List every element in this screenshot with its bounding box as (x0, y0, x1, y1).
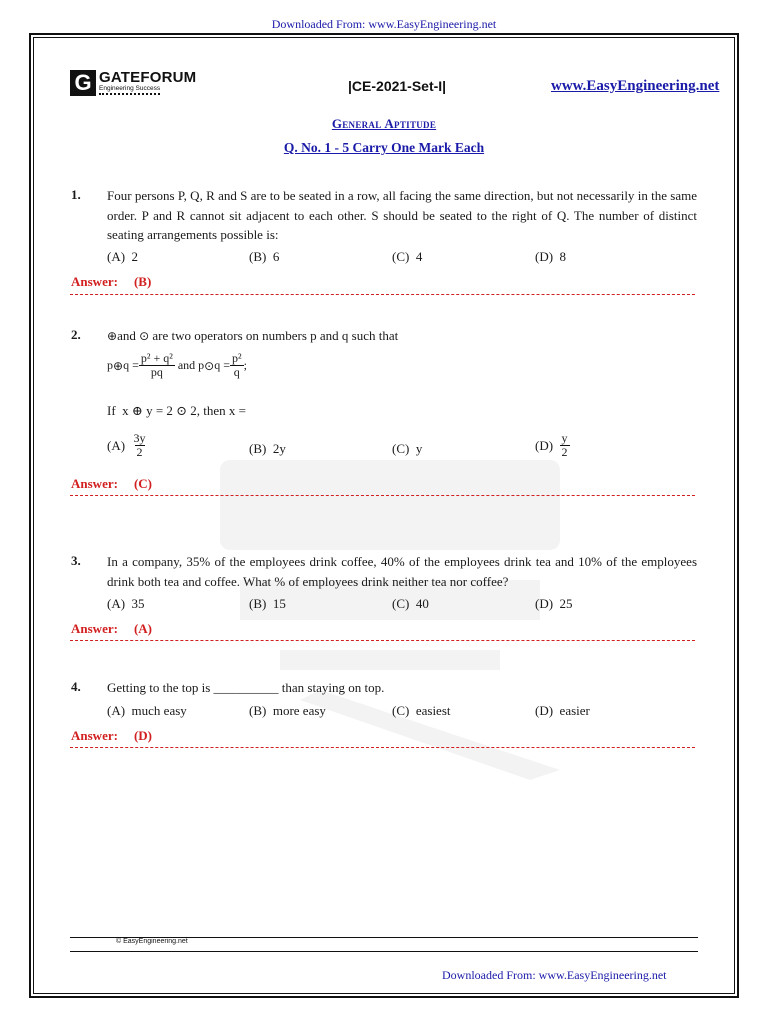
answer-label: Answer: (71, 476, 118, 491)
option-a: (A) 2 (107, 249, 139, 264)
paper-code: |CE-2021-Set-I| (348, 78, 447, 94)
question-number: 2. (71, 327, 81, 342)
equals-sign: = (223, 358, 230, 372)
option-d: (D) 8 (535, 249, 567, 264)
answer-label: Answer: (71, 274, 118, 289)
option-c: (C) easiest (392, 703, 451, 718)
option-a: (A) much easy (107, 703, 187, 718)
option-a: (A) $\frac{3y}{2}$ (107, 431, 146, 459)
option-c: (C) 4 (392, 249, 423, 264)
oplus-icon: ⊕ (107, 329, 118, 343)
equals-sign: = (132, 358, 139, 372)
answer-row (71, 727, 152, 745)
bottom-source-link[interactable]: Downloaded From: www.EasyEngineering.net (442, 968, 667, 982)
option-b: (B) 6 (249, 249, 280, 264)
question-number: 1. (71, 187, 81, 202)
answer-value: (A) (133, 621, 152, 636)
option-b: (B) more easy (249, 703, 326, 718)
option-a: (A) 35 (107, 596, 145, 611)
var-q: q (123, 358, 130, 372)
option-c: (C) 40 (392, 596, 429, 611)
and-word: and (177, 358, 196, 372)
answer-row (71, 273, 151, 291)
question-text: In a company, 35% of the employees drink coffee, 40% of the employees drink tea and 10% of the employees drink both tea and coffee. What % of employees drink neither tea nor coffee? (107, 554, 697, 589)
answer-value: (D) (133, 728, 152, 743)
answer-label: Answer: (71, 728, 118, 743)
question-text: Getting to the top is __________ than staying on top. (107, 680, 385, 695)
question-text: are two operators on numbers p and q such that (152, 328, 399, 343)
question-divider (70, 747, 695, 748)
option-d: (D) $\frac{y}{2}$ (535, 431, 568, 459)
question-text-row (107, 326, 697, 347)
option-c: (C) y (392, 441, 423, 456)
question-divider (70, 640, 695, 641)
section-subtitle: Q. No. 1 - 5 Carry One Mark Each (283, 140, 485, 155)
footer-rule (70, 951, 698, 952)
odot-icon: ⊙ (204, 358, 215, 373)
section-title: General Aptitude (331, 116, 437, 131)
fraction-2: $\frac{\text{p²}}{q}$ (231, 351, 242, 379)
operator-definition (107, 352, 247, 379)
operator-and: and (117, 328, 136, 343)
logo-title: GATEFORUM (99, 69, 197, 86)
footer-copyright: © EasyEngineering.net (116, 938, 188, 945)
question-text: Four persons P, Q, R and S are to be seated in a row, all facing the same direction, but not necessarily in the same order. P and R cannot sit adjacent to each other. S should be seated to the right of Q. The number of distinct seating arrangements possible is: (107, 188, 697, 242)
odot-icon: ⊙ (139, 329, 150, 343)
header-site-link[interactable]: www.EasyEngineering.net (551, 78, 720, 94)
answer-row (71, 475, 152, 493)
answer-value: (B) (133, 274, 152, 289)
oplus-icon: ⊕ (113, 358, 124, 373)
logo-mark-icon: G (70, 70, 96, 96)
if-condition (107, 403, 246, 419)
answer-label: Answer: (71, 621, 118, 636)
option-d: (D) easier (535, 703, 590, 718)
var-p: p (107, 358, 113, 372)
semicolon: ; (243, 358, 247, 372)
if-word: If (107, 403, 116, 418)
fraction-1: $\frac{\text{p² + q²}}{pq}$ (140, 351, 173, 379)
question-divider (70, 495, 695, 496)
option-b: (B) 2y (249, 441, 286, 456)
question-number: 4. (71, 679, 81, 694)
var-p: p (198, 358, 205, 372)
answer-row (71, 620, 152, 638)
top-source-link[interactable]: Downloaded From: www.EasyEngineering.net (271, 17, 497, 31)
question-number: 3. (71, 553, 81, 568)
if-expression: x ⊕ y = 2 ⊙ 2, then x = (122, 403, 247, 418)
option-b: (B) 15 (249, 596, 286, 611)
option-d: (D) 25 (535, 596, 573, 611)
logo-tagline: Engineering Success (99, 85, 160, 95)
answer-value: (C) (133, 476, 152, 491)
page-border-inner (33, 37, 735, 994)
var-q: q (214, 358, 221, 372)
question-divider (70, 294, 695, 295)
